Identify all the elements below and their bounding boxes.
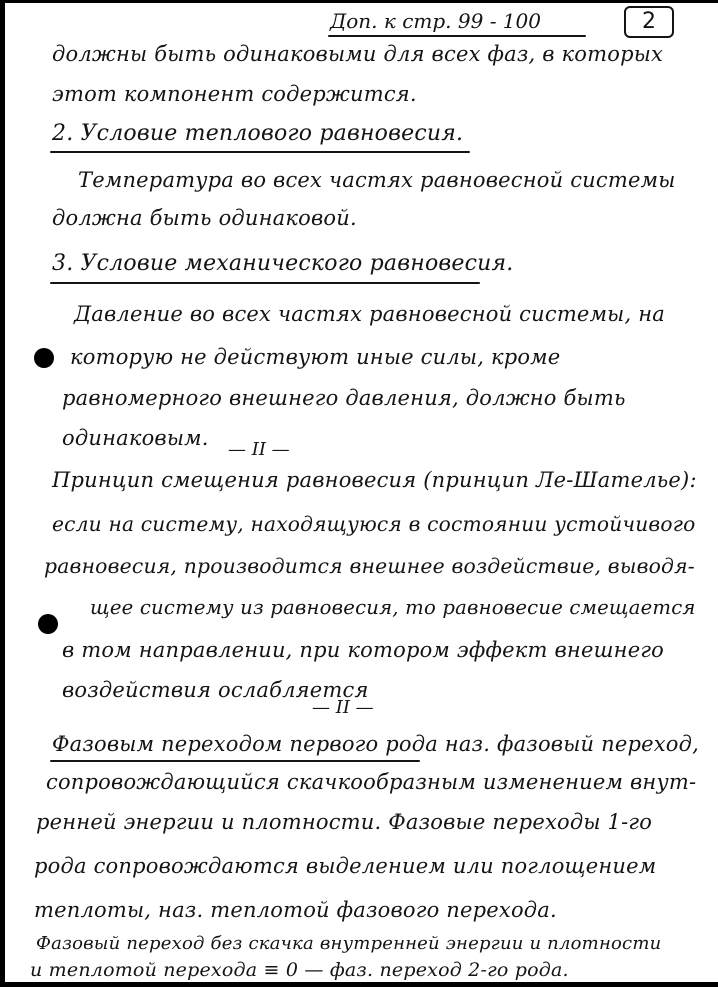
text-line: и теплотой перехода ≡ 0 — фаз. переход 2-го рода.	[30, 959, 569, 981]
section-divider: — II —	[228, 439, 290, 460]
punch-hole	[38, 614, 58, 634]
text-line: щее систему из равновесия, то равновесие смещается	[90, 596, 696, 619]
section-heading-mechanical-equilibrium: 3. Условие механического равновесия.	[52, 251, 514, 276]
text-line: воздействия ослабляется	[62, 678, 369, 702]
text-line: ренней энергии и плотности. Фазовые переходы 1-го	[36, 810, 653, 834]
text-line: Принцип смещения равновесия (принцип Ле-Шателье):	[52, 468, 697, 492]
text-line: Температура во всех частях равновесной системы	[78, 168, 676, 192]
text-line: одинаковым.	[62, 426, 209, 450]
text-line: этот компонент содержится.	[52, 82, 417, 106]
text-line: в том направлении, при котором эффект внешнего	[62, 638, 664, 662]
text-line: сопровождающийся скачкообразным изменением внут-	[46, 770, 697, 794]
text-line: рода сопровождаются выделением или поглощением	[34, 854, 657, 878]
text-line: Давление во всех частях равновесной системы, на	[74, 302, 665, 326]
definition-first-order-transition: Фазовым переходом первого рода наз. фазовый переход,	[52, 732, 700, 756]
text-line: равновесия, производится внешнее воздействие, выводя-	[44, 554, 695, 578]
scan-border-top	[0, 0, 718, 3]
page-number-box: 2	[624, 6, 674, 38]
text-line: Фазовый переход без скачка внутренней энергии и плотности	[36, 933, 662, 954]
page-reference: Доп. к стр. 99 - 100	[330, 9, 541, 33]
page-reference-underline	[328, 35, 586, 37]
text-line: равномерного внешнего давления, должно быть	[62, 386, 626, 410]
text-line: которую не действуют иные силы, кроме	[70, 345, 561, 369]
heading-underline	[50, 151, 470, 153]
text-line: должны быть одинаковыми для всех фаз, в которых	[52, 42, 664, 66]
text-line: теплоты, наз. теплотой фазового перехода.	[34, 898, 557, 922]
text-line: должна быть одинаковой.	[52, 206, 357, 230]
punch-hole	[34, 348, 54, 368]
scan-border-left	[0, 0, 5, 987]
section-divider: — II —	[312, 697, 374, 718]
term-underline	[50, 760, 420, 762]
text-line: если на систему, находящуюся в состоянии устойчивого	[52, 512, 696, 536]
heading-underline	[50, 282, 480, 284]
section-heading-thermal-equilibrium: 2. Условие теплового равновесия.	[52, 121, 464, 146]
